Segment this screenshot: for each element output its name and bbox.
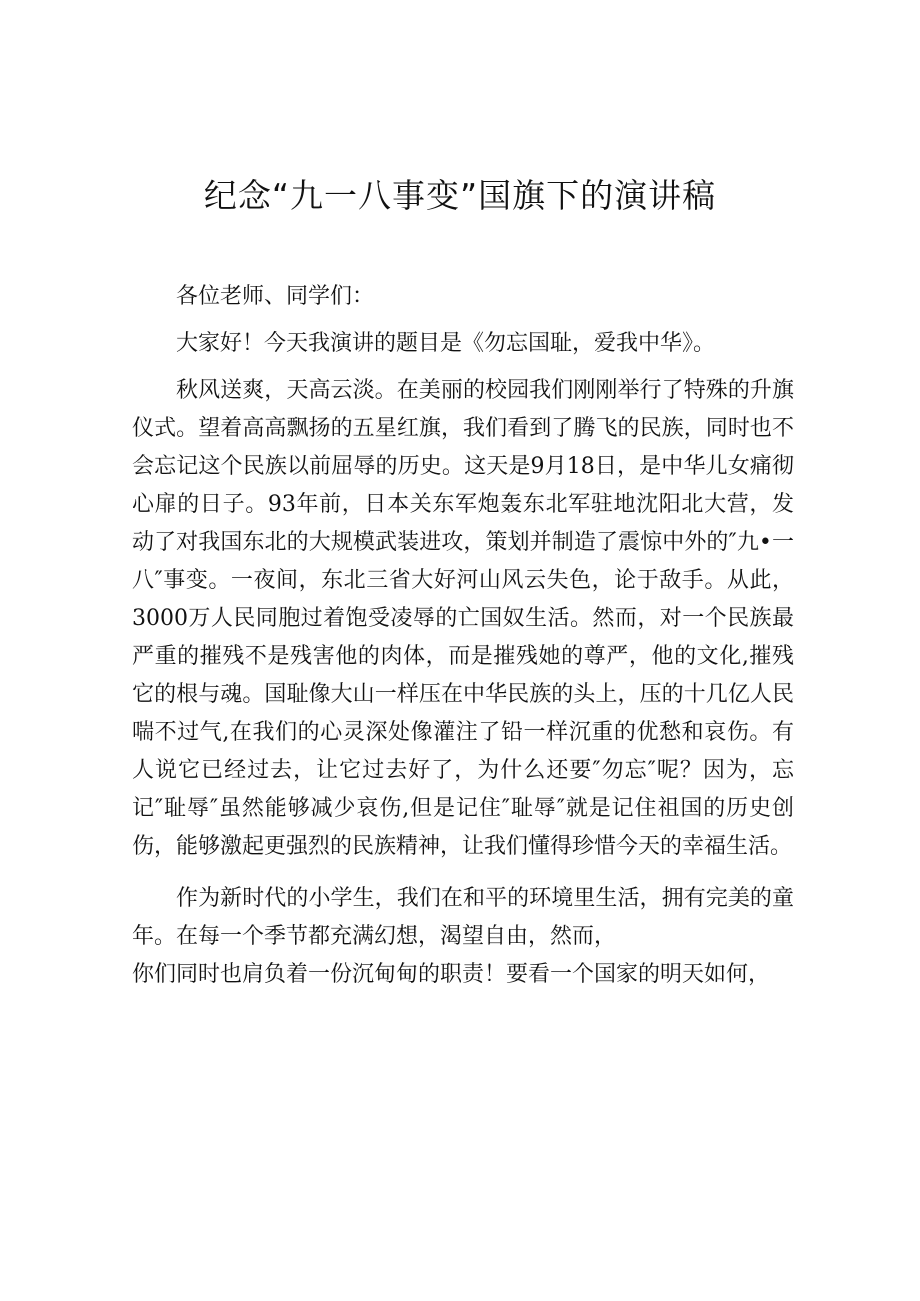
closing-paragraph: 作为新时代的小学生，我们在和平的环境里生活，拥有完美的童年。在每一个季节都充满幻想，渴望自由，然而，	[132, 886, 794, 949]
document-body	[132, 278, 794, 994]
greeting-paragraph: 各位老师、同学们：	[176, 284, 375, 309]
main-paragraph: 秋风送爽，天高云淡。在美丽的校园我们刚刚举行了特殊的升旗仪式。望着高高飘扬的五星红旗，我们看到了腾飞的民族，同时也不会忘记这个民族以前屈辱的历史。这天是9月18日，是中华儿女痛彻心扉的日子。93年前，日本关东军炮轰东北军驻地沈阳北大营，发动了对我国东北的大规模武装进攻，策划并制造了震惊中外的″九•一八″事变。一夜间，东北三省大好河山风云失色，论于敌手。从此，3000万人民同胞过着饱受凌辱的亡国奴生活。然而，对一个民族最严重的摧残不是残害他的肉体，而是摧残她的尊严，他的文化,摧残它的根与魂。国耻像大山一样压在中华民族的头上，压的十几亿人民喘不过气,在我们的心灵深处像灌注了铅一样沉重的优愁和哀伤。有人说它已经过去，让它过去好了，为什么还要″勿忘″呢？因为，忘记″耻辱″虽然能够减少哀伤,但是记住″耻辱″就是记住祖国的历史创伤，能够激起更强烈的民族精神，让我们懂得珍惜今天的幸福生活。	[132, 378, 794, 859]
document-title: 纪念“九一八事变”国旗下的演讲稿	[203, 176, 717, 215]
closing-paragraph-continuation: 你们同时也肩负着一份沉甸甸的职责！要看一个国家的明天如何，	[132, 962, 771, 987]
opening-paragraph: 大家好！今天我演讲的题目是《勿忘国耻，爱我中华》。	[176, 331, 716, 356]
